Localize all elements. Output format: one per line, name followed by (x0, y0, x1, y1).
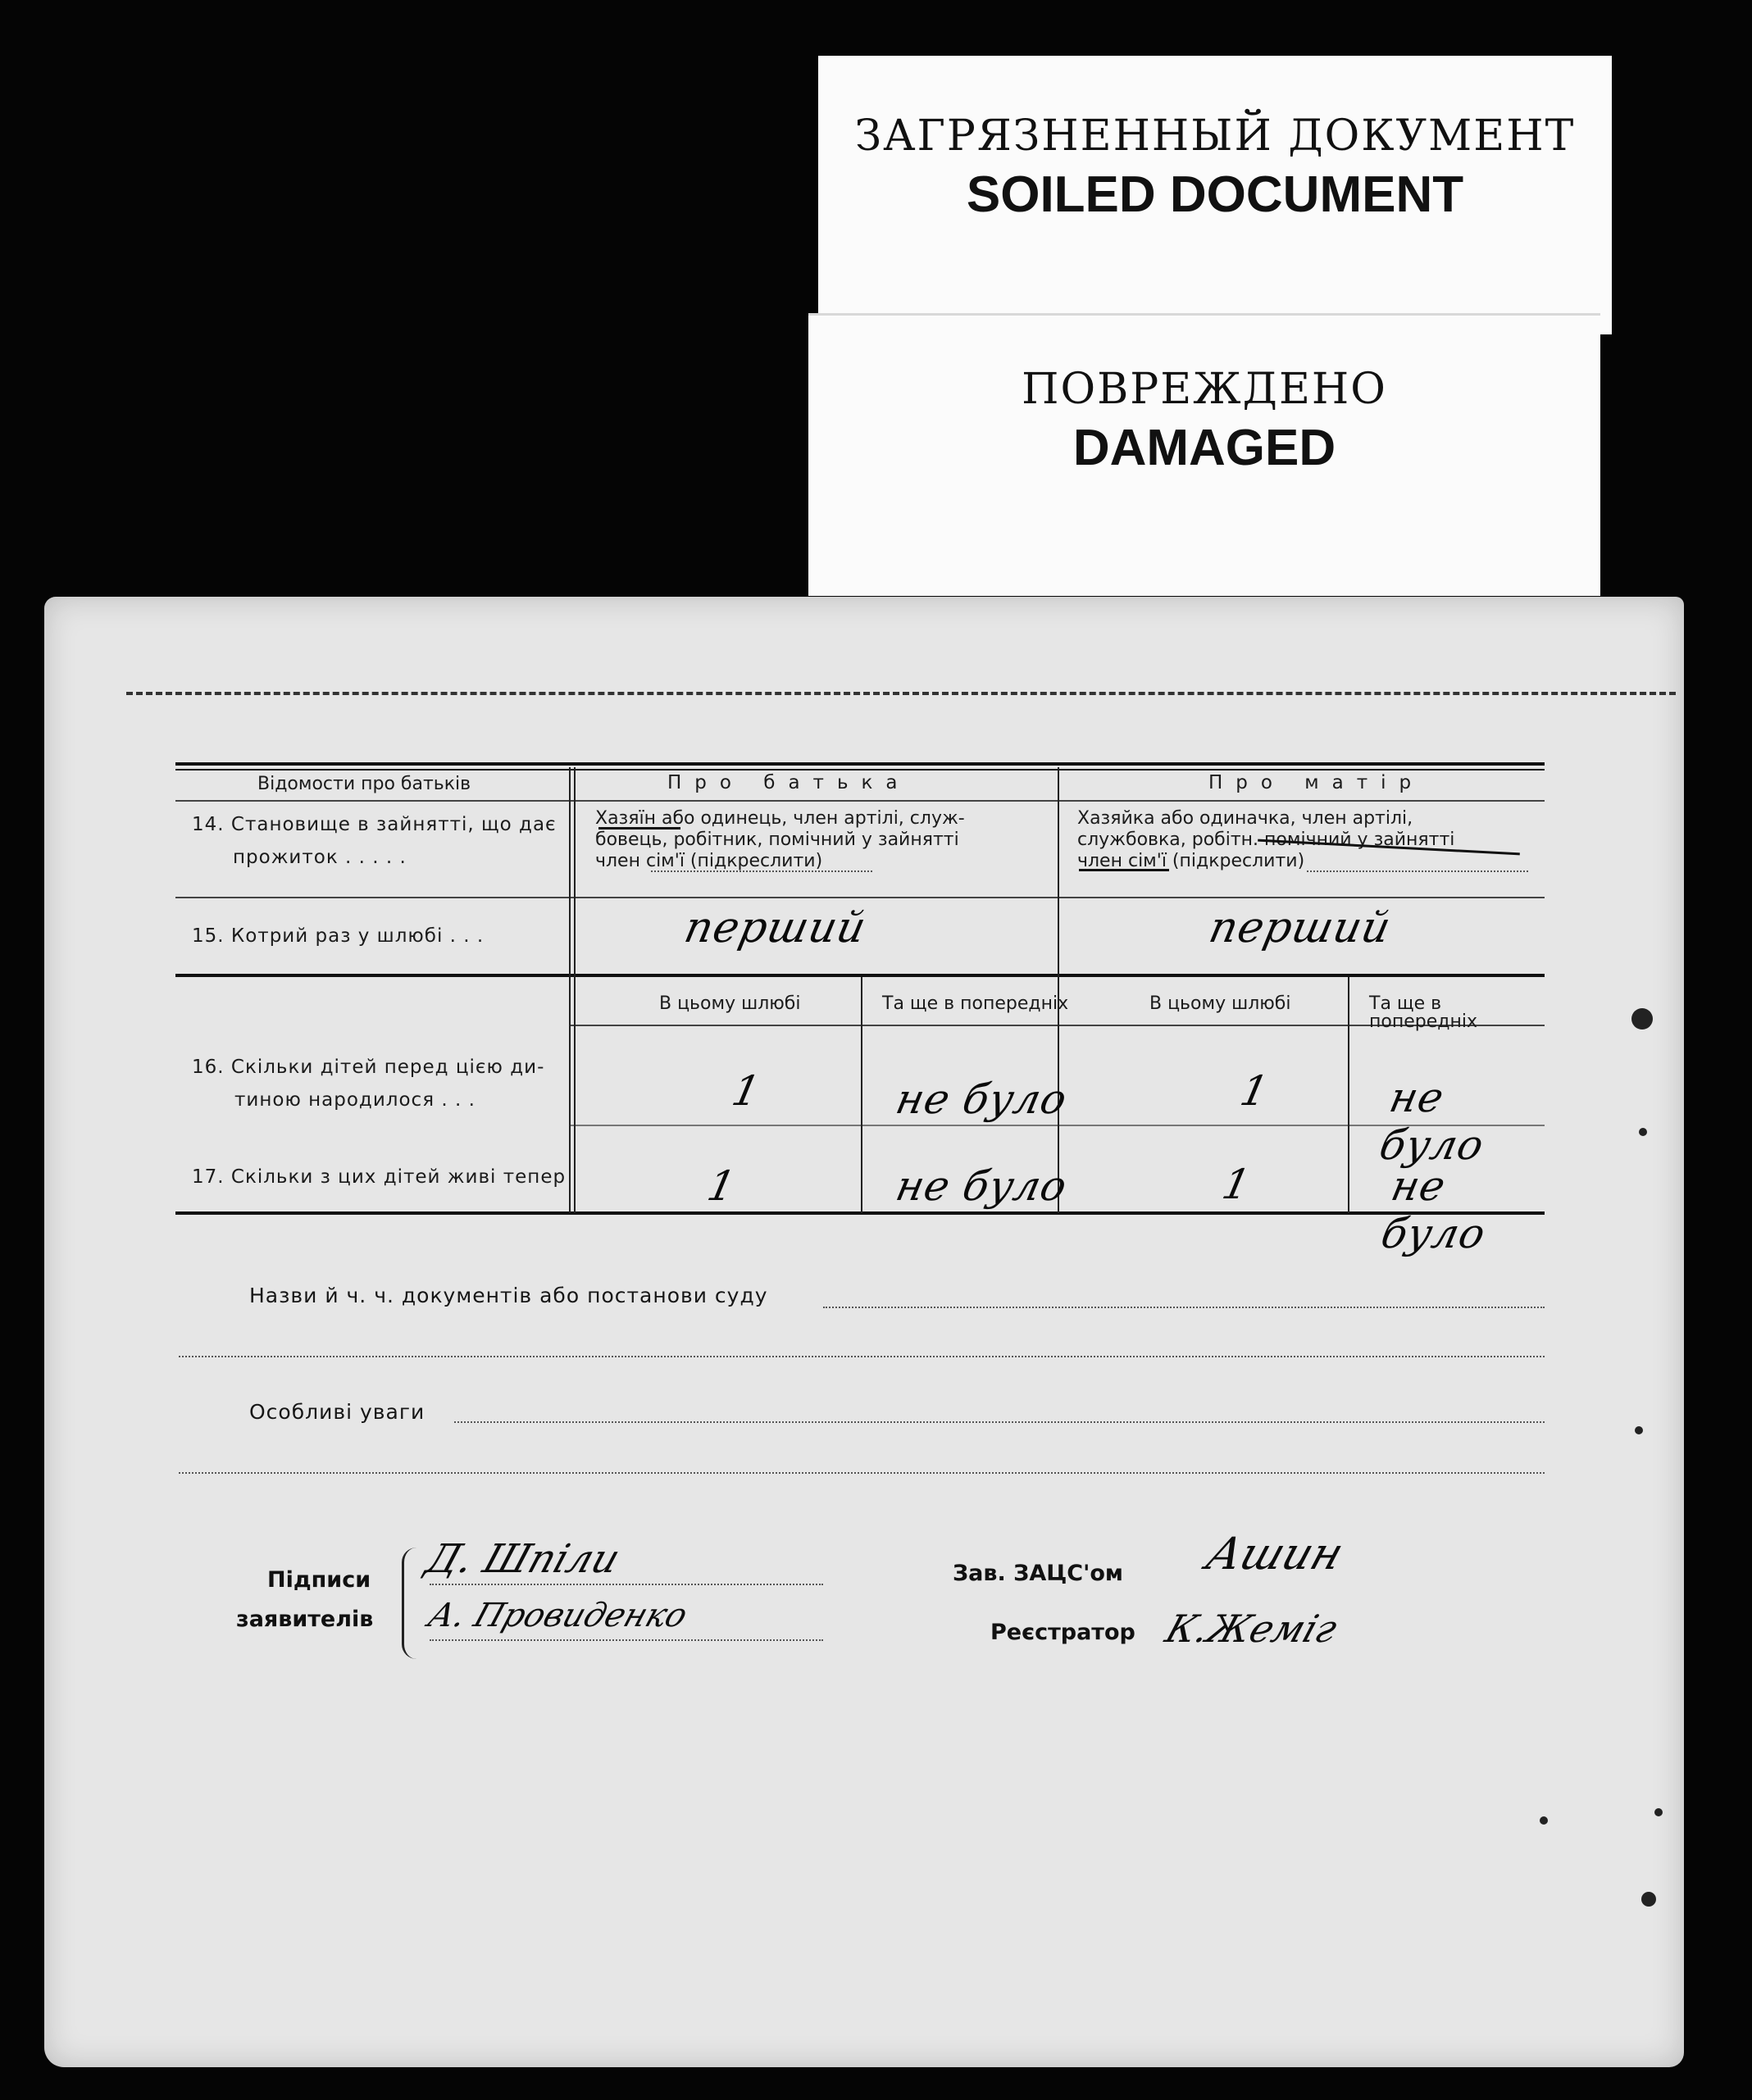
row17-father-prev: не було (891, 1162, 1072, 1210)
documents-field-label: Назви й ч. ч. документів або постанови суду (249, 1284, 768, 1307)
row16-label-line1: 16. Скільки дітей перед цією ди- (192, 1057, 545, 1078)
registrar-label: Реєстратор (990, 1620, 1135, 1645)
column-divider (569, 767, 571, 1213)
row14-father-options-line3: член сім'ї (підкреслити) (595, 851, 823, 871)
civil-registry-form (44, 597, 1684, 2067)
column-divider (574, 767, 576, 1213)
remarks-dotted-line (454, 1421, 1545, 1423)
row17-label: 17. Скільки з цих дітей живі тепер (192, 1166, 567, 1188)
row14-father-options-line1: Хазяїн або одинець, член артілі, служ- (595, 808, 965, 829)
row16-father-prev: не було (891, 1075, 1072, 1123)
header-rule (175, 800, 1545, 802)
row14-label-line2: прожиток . . . . . (233, 847, 407, 868)
header-mother: Про матір (1208, 772, 1425, 793)
applicant-signature-1: Д. Шпіли (420, 1536, 626, 1582)
row15-father-value: перший (680, 903, 871, 952)
row14-father-options-line2: бовець, робітник, помічний у зайнятті (595, 830, 959, 850)
remarks-dotted-line (179, 1472, 1545, 1474)
row17-mother-prev: не було (1377, 1162, 1490, 1257)
applicants-label-line1: Підписи (267, 1567, 371, 1593)
punch-hole-mark (1654, 1808, 1663, 1816)
signature-line (430, 1639, 823, 1641)
table-top-rule (175, 762, 1545, 766)
damaged-document-label (808, 313, 1600, 596)
registry-head-label: Зав. ЗАЦС'ом (953, 1561, 1123, 1586)
remarks-field-label: Особливі уваги (249, 1400, 425, 1424)
row17-mother-this: 1 (1217, 1161, 1255, 1208)
header-parents-info: Відомости про батьків (257, 774, 471, 794)
punch-hole-mark (1639, 1128, 1647, 1136)
row14-mother-options-line2: службовка, робітн. помічний у зайнятті (1077, 830, 1455, 850)
punch-hole (1641, 1892, 1656, 1907)
documents-dotted-line (179, 1356, 1545, 1357)
row16-father-this: 1 (727, 1067, 765, 1115)
dotted-fill (1307, 870, 1528, 872)
row15-mother-value: перший (1204, 903, 1396, 952)
row15-label: 15. Котрий раз у шлюбі . . . (192, 925, 485, 947)
subheader-father-previous: Та ще в попередніх (882, 993, 1069, 1014)
underline-mark (598, 827, 680, 830)
soiled-label-english: SOILED DOCUMENT (966, 166, 1464, 223)
soiled-document-label (818, 56, 1612, 334)
damaged-label-russian: ПОВРЕЖДЕНО (1022, 365, 1387, 414)
row-rule (175, 897, 1545, 898)
table-bottom-rule (175, 1211, 1545, 1215)
soiled-label-russian: ЗАГРЯЗНЕННЫЙ ДОКУМЕНТ (854, 111, 1576, 161)
signature-line (430, 1584, 823, 1585)
parents-info-table (175, 762, 1545, 1257)
punch-hole-mark (1635, 1426, 1643, 1434)
applicant-signature-2: А. Провиденко (423, 1597, 693, 1634)
section-rule (175, 974, 1545, 977)
signature-brace (402, 1548, 422, 1659)
table-top-rule-thin (175, 769, 1545, 770)
row14-mother-options-line3: член сім'ї (підкреслити) (1077, 851, 1305, 871)
column-divider (861, 977, 862, 1213)
perforation-line (126, 692, 1676, 695)
subheader-father-this-marriage: В цьому шлюбі (659, 993, 801, 1014)
damaged-label-english: DAMAGED (1072, 420, 1336, 476)
underline-mark (1079, 869, 1169, 871)
registrar-signature: К.Жеміг (1160, 1607, 1344, 1651)
registry-head-signature: Ашин (1199, 1528, 1350, 1580)
row16-mother-prev: не було (1375, 1074, 1489, 1169)
row16-mother-this: 1 (1236, 1067, 1273, 1115)
row14-mother-options-line1: Хазяйка або одиначка, член артілі, (1077, 808, 1413, 829)
column-divider (1058, 767, 1059, 1213)
row16-label-line2: тиною народилося . . . (234, 1089, 476, 1111)
subheader-mother-previous: Та ще в попередніх (1369, 993, 1477, 1032)
column-divider (1348, 977, 1349, 1213)
documents-dotted-line (823, 1307, 1545, 1308)
row17-father-this: 1 (703, 1162, 740, 1210)
subheader-mother-this-marriage: В цьому шлюбі (1149, 993, 1291, 1014)
punch-hole-mark (1540, 1816, 1548, 1825)
applicants-label-line2: заявителів (236, 1607, 374, 1632)
dotted-fill (651, 870, 872, 872)
punch-hole (1631, 1008, 1653, 1030)
row14-label-line1: 14. Становище в зайнятті, що дає (192, 814, 557, 835)
header-father: Про батька (667, 772, 911, 793)
